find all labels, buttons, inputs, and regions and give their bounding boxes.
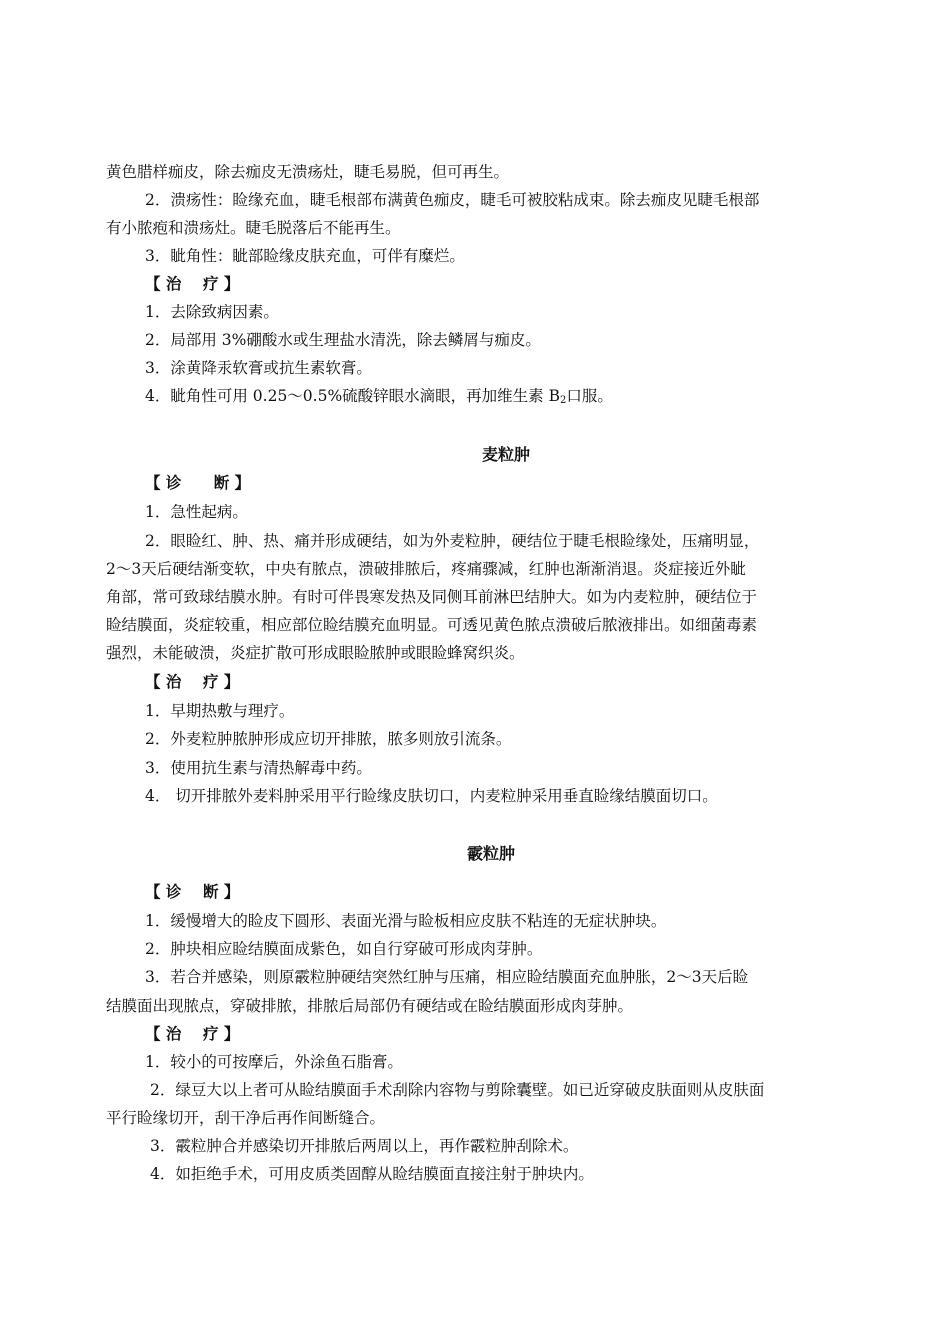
blepharitis-item-2-cont: 有小脓疱和溃疡灶。睫毛脱落后不能再生。 bbox=[106, 219, 401, 237]
hordeolum-treatment-3: 3．使用抗生素与清热解毒中药。 bbox=[145, 759, 372, 777]
hordeolum-diagnosis-2-cont: 强烈，未能破溃，炎症扩散可形成眼睑脓肿或眼睑蜂窝织炎。 bbox=[106, 644, 525, 662]
hordeolum-treatment-1: 1．早期热敷与理疗。 bbox=[145, 702, 295, 720]
chalazion-title: 霰粒肿 bbox=[466, 844, 515, 863]
blepharitis-treatment-3: 3．涂黄降汞软膏或抗生素软膏。 bbox=[145, 359, 372, 377]
blepharitis-treatment-4 bbox=[145, 386, 876, 406]
chalazion-diagnosis-2: 2．肿块相应睑结膜面成紫色，如自行穿破可形成肉芽肿。 bbox=[145, 940, 543, 958]
vitamin-subscript: 2 bbox=[560, 395, 567, 406]
treatment-4-text: 4．眦角性可用 0.25～0.5%硫酸锌眼水滴眼，再加维生素 B bbox=[145, 387, 560, 405]
blepharitis-item-3: 3．眦角性：眦部睑缘皮肤充血，可伴有糜烂。 bbox=[145, 247, 465, 265]
hordeolum-title: 麦粒肿 bbox=[481, 445, 530, 464]
chalazion-diagnosis-3-cont: 结膜面出现脓点，穿破排脓，排脓后局部仍有硬结或在睑结膜面形成肉芽肿。 bbox=[106, 997, 634, 1015]
hordeolum-treatment-heading: 【 治 疗 】 bbox=[145, 672, 240, 691]
hordeolum-diagnosis-2: 2．眼睑红、肿、热、痛并形成硬结，如为外麦粒肿，硬结位于睫毛根睑缘处，压痛明显， bbox=[145, 532, 760, 550]
chalazion-treatment-3: 3．霰粒肿合并感染切开排脓后两周以上，再作霰粒肿刮除术。 bbox=[150, 1137, 579, 1155]
chalazion-treatment-2: 2．绿豆大以上者可从睑结膜面手术刮除内容物与剪除囊壁。如已近穿破皮肤面则从皮肤面 bbox=[150, 1081, 765, 1099]
hordeolum-diagnosis-heading: 【 诊 断 】 bbox=[145, 473, 251, 492]
chalazion-treatment-heading: 【 治 疗 】 bbox=[145, 1024, 240, 1043]
chalazion-treatment-2-cont: 平行睑缘切开，刮干净后再作间断缝合。 bbox=[106, 1109, 386, 1127]
blepharitis-treatment-heading: 【 治 疗 】 bbox=[145, 274, 240, 293]
hordeolum-diagnosis-1: 1．急性起病。 bbox=[145, 503, 248, 521]
hordeolum-treatment-4: 4． 切开排脓外麦料肿采用平行睑缘皮肤切口，内麦粒肿采用垂直睑缘结膜面切口。 bbox=[145, 787, 718, 805]
chalazion-treatment-4: 4．如拒绝手术，可用皮质类固醇从睑结膜面直接注射于肿块内。 bbox=[150, 1165, 594, 1183]
blepharitis-treatment-2: 2．局部用 3%硼酸水或生理盐水清洗，除去鳞屑与痂皮。 bbox=[145, 331, 541, 349]
hordeolum-diagnosis-2-cont: 睑结膜面，炎症较重，相应部位睑结膜充血明显。可透见黄色脓点溃破后脓液排出。如细菌毒素 bbox=[106, 616, 758, 634]
blepharitis-treatment-1: 1．去除致病因素。 bbox=[145, 303, 279, 321]
chalazion-diagnosis-1: 1．缓慢增大的睑皮下圆形、表面光滑与睑板相应皮肤不粘连的无症状肿块。 bbox=[145, 912, 667, 930]
blepharitis-item-2: 2．溃疡性：睑缘充血，睫毛根部布满黄色痂皮，睫毛可被胶粘成束。除去痂皮见睫毛根部 bbox=[145, 191, 760, 209]
chalazion-diagnosis-3: 3．若合并感染，则原霰粒肿硬结突然红肿与压痛，相应睑结膜面充血肿胀，2～3天后睑 bbox=[145, 968, 749, 986]
hordeolum-diagnosis-2-cont: 2～3天后硬结渐变软，中央有脓点，溃破排脓后，疼痛骤减，红肿也渐渐消退。炎症接近外眦 bbox=[106, 560, 746, 578]
chalazion-diagnosis-heading: 【 诊 断 】 bbox=[145, 882, 240, 901]
chalazion-treatment-1: 1．较小的可按摩后，外涂鱼石脂膏。 bbox=[145, 1053, 403, 1071]
treatment-4-text-end: 口服。 bbox=[566, 387, 613, 405]
hordeolum-diagnosis-2-cont: 角部，常可致球结膜水肿。有时可伴畏寒发热及同侧耳前淋巴结肿大。如为内麦粒肿，硬结位于 bbox=[106, 588, 758, 606]
hordeolum-treatment-2: 2．外麦粒肿脓肿形成应切开排脓，脓多则放引流条。 bbox=[145, 730, 512, 748]
blepharitis-text-line: 黄色腊样痂皮，除去痂皮无溃疡灶，睫毛易脱，但可再生。 bbox=[106, 163, 510, 181]
